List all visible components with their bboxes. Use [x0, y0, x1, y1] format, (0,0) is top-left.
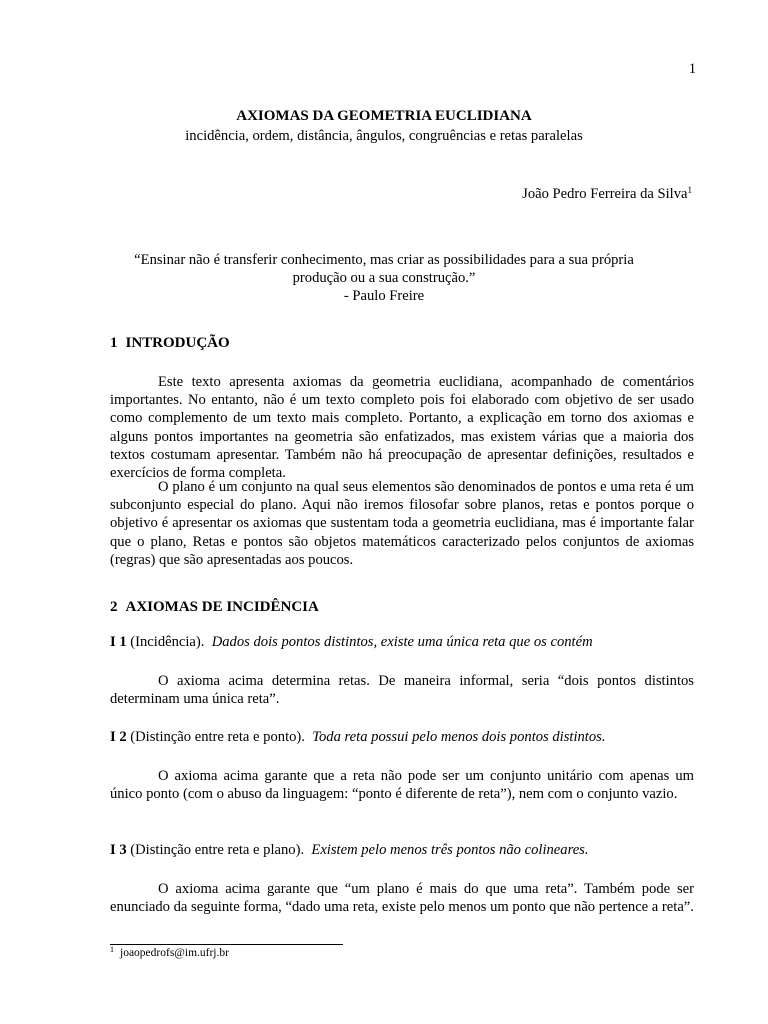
- epigraph-line-1: “Ensinar não é transferir conhecimento, mas criar as possibilidades para a sua própria: [134, 252, 634, 268]
- document-subtitle: incidência, ordem, distância, ângulos, congruências e retas paralelas: [185, 128, 583, 144]
- footnote-email: joaopedrofs@im.ufrj.br: [120, 947, 229, 959]
- axiom-i2: [110, 728, 694, 746]
- axiom-i3-comment: O axioma acima garante que “um plano é mais do que uma reta”. Também pode ser enunciado da seguinte forma, “dado uma reta, existe pelo menos um ponto que não pertence a reta”.: [110, 881, 694, 916]
- document-title: AXIOMAS DA GEOMETRIA EUCLIDIANA: [236, 108, 532, 124]
- epigraph-quote: [110, 251, 658, 287]
- axiom-i1: [110, 633, 694, 651]
- axiom-i2-comment: O axioma acima garante que a reta não pode ser um conjunto unitário com apenas um único ponto (com o abuso da linguagem: “ponto é diferente de reta”), nem com o conjunto vazio.: [110, 768, 694, 803]
- axiom-label: I 1: [110, 634, 127, 650]
- author-name: João Pedro Ferreira da Silva: [522, 186, 688, 202]
- footnote-rule: [110, 944, 343, 945]
- footnote-mark: 1: [110, 945, 114, 954]
- axiom-name: (Distinção entre reta e ponto).: [130, 729, 305, 745]
- author-footnote-mark: 1: [687, 185, 692, 195]
- epigraph-line-2: produção ou a sua construção.”: [292, 270, 476, 287]
- axiom-label: I 2: [110, 729, 127, 745]
- axiom-name: (Distinção entre reta e plano).: [130, 842, 305, 858]
- intro-paragraph-2: O plano é um conjunto na qual seus elementos são denominados de pontos e uma reta é um subconjunto especial do plano. Aqui não iremos filosofar sobre planos, retas e pontos porque o objetivo é apresentar os axiomas que sustentam toda a geometria euclidiana, mas é importante falar que o plano, Retas e pontos são objetos matemáticos caracterizado pelos conjuntos de axiomas (regras) que são apresentadas aos poucos.: [110, 479, 694, 568]
- axiom-label: I 3: [110, 842, 127, 858]
- axiom-statement: Dados dois pontos distintos, existe uma única reta que os contém: [211, 634, 593, 650]
- section-title: INTRODUÇÃO: [125, 335, 230, 351]
- author-line: [300, 185, 692, 203]
- epigraph-attribution: - Paulo Freire: [343, 288, 425, 304]
- axiom-i3: [110, 841, 694, 859]
- section-title: AXIOMAS DE INCIDÊNCIA: [125, 599, 319, 615]
- footnote: [110, 946, 229, 960]
- axiom-i1-comment: O axioma acima determina retas. De maneira informal, seria “dois pontos distintos determinam uma única reta”.: [110, 673, 694, 708]
- section-number: 2: [110, 599, 118, 615]
- page-number: 1: [688, 61, 696, 77]
- section-number: 1: [110, 335, 118, 351]
- axiom-name: (Incidência).: [130, 634, 205, 650]
- intro-paragraph-1: Este texto apresenta axiomas da geometria euclidiana, acompanhado de comentários importantes. No entanto, não é um texto completo pois foi elaborado com objetivo de ser usado como complemento de um texto mais completo. Portanto, a explicação em torno dos axiomas e alguns pontos importantes na geometria são enfatizados, mas existem várias que a maioria dos textos costumam apresentar. Também não há preocupação de apresentar definições, resultados e exercícios de forma completa.: [110, 374, 694, 482]
- section-2-heading: [110, 598, 319, 616]
- section-1-heading: [110, 334, 230, 352]
- axiom-statement: Existem pelo menos três pontos não colineares.: [311, 842, 589, 858]
- axiom-statement: Toda reta possui pelo menos dois pontos distintos.: [312, 729, 606, 745]
